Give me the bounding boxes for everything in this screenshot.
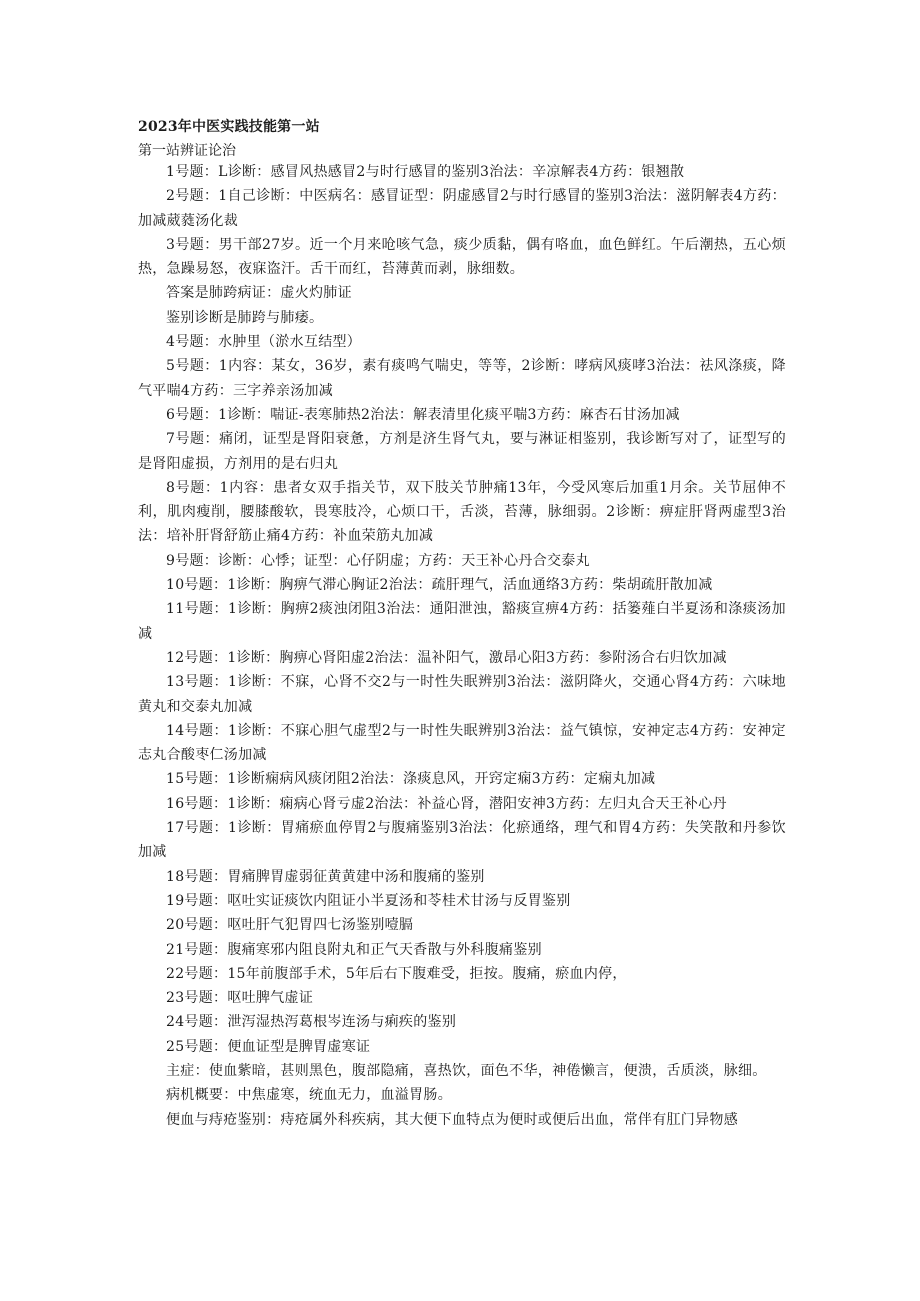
- paragraph: 2号题：1自己诊断：中医病名：感冒证型：阴虚感冒2与时行感冒的鉴别3治法：滋阴解表4方药：加减葳蕤汤化裁: [138, 188, 786, 229]
- paragraph: 13号题：1诊断：不寐，心肾不交2与一时性失眠辨别3治法：滋阴降火，交通心肾4方药：六味地黄丸和交泰丸加减: [138, 674, 786, 715]
- paragraph: 21号题：腹痛寒邪内阻良附丸和正气天香散与外科腹痛鉴别: [166, 941, 542, 958]
- paragraph: 16号题：1诊断：痫病心肾亏虚2治法：补益心肾，潜阳安神3方药：左归丸合天王补心丹: [166, 795, 727, 812]
- section-heading: 第一站辨证论治: [138, 143, 236, 159]
- paragraph: 3号题：男干部27岁。近一个月来呛咳气急，痰少质黏，偶有咯血，血色鲜红。午后潮热，五心烦热，急躁易怒，夜寐盗汗。舌干而红，苔薄黄而剥，脉细数。: [138, 236, 786, 278]
- paragraph: 17号题：1诊断：胃痛瘀血停胃2与腹痛鉴别3治法：化瘀通络，理气和胃4方药：失笑散和丹参饮加减: [138, 820, 786, 861]
- paragraph: 23号题：呕吐脾气虚证: [166, 990, 314, 1007]
- paragraph: 20号题：呕吐肝气犯胃四七汤鉴别噎膈: [166, 917, 414, 934]
- paragraph: 主症：使血紫暗，甚则黑色，腹部隐痛，喜热饮，面色不华，神倦懒言，便溃，舌质淡，脉细。: [166, 1062, 767, 1079]
- paragraph: 9号题：诊断：心悸；证型：心仔阴虚；方药：天王补心丹合交泰丸: [166, 552, 590, 569]
- paragraph: 8号题：1内容：患者女双手指关节，双下肢关节肿痛13年，今受风寒后加重1月余。关节屈伸不利，肌肉瘦削，腰膝酸软，畏寒肢冷，心烦口干，舌淡，苔薄，脉细弱。2诊断：痹症肝肾两虚型3治法：培补肝肾舒筋止痛4方药：补血荣筋丸加减: [138, 479, 786, 545]
- document-title: 2023年中医实践技能第一站: [138, 119, 320, 135]
- document-body: [138, 160, 786, 1132]
- paragraph: 1号题：L诊断：感冒风热感冒2与时行感冒的鉴别3治法：辛凉解表4方药：银翘散: [166, 164, 685, 180]
- paragraph: 24号题：泄泻湿热泻葛根岑连汤与痢疾的鉴别: [166, 1014, 457, 1031]
- paragraph: 便血与痔疮鉴别：痔疮属外科疾病，其大便下血特点为便时或便后出血，常伴有肛门异物感: [166, 1111, 738, 1128]
- paragraph: 10号题：1诊断：胸痹气滞心胸证2治法：疏肝理气，活血通络3方药：柴胡疏肝散加减: [166, 577, 713, 594]
- paragraph: 病机概要：中焦虚寒，统血无力，血溢胃肠。: [166, 1087, 452, 1104]
- paragraph: 6号题：1诊断：喘证-表寒肺热2治法：解表清里化痰平喘3方药：麻杏石甘汤加减: [166, 406, 680, 423]
- paragraph: 鉴别诊断是肺跨与肺痿。: [166, 309, 324, 326]
- paragraph: 15号题：1诊断痫病风痰闭阻2治法：涤痰息风，开窍定痫3方药：定痫丸加减: [166, 771, 656, 788]
- paragraph: 4号题：水肿里（淤水互结型）: [166, 334, 362, 351]
- paragraph: 11号题：1诊断：胸痹2痰浊闭阻3治法：通阳泄浊，豁痰宣痹4方药：括篓薤白半夏汤和涤痰汤加减: [138, 601, 786, 642]
- paragraph: 答案是肺跨病证：虚火灼肺证: [166, 285, 352, 302]
- paragraph: 14号题：1诊断：不寐心胆气虚型2与一时性失眠辨别3治法：益气镇惊，安神定志4方药：安神定志丸合酸枣仁汤加减: [138, 722, 786, 764]
- paragraph: 7号题：痛闭，证型是肾阳衰惫，方剂是济生肾气丸，要与淋证相鉴别，我诊断写对了，证型写的是肾阳虚损，方剂用的是右归丸: [138, 431, 786, 472]
- paragraph: 19号题：呕吐实证痰饮内阻证小半夏汤和苓桂术甘汤与反胃鉴别: [166, 892, 571, 909]
- paragraph: 25号题：便血证型是脾胃虚寒证: [166, 1038, 371, 1055]
- paragraph: 5号题：1内容：某女，36岁，素有痰鸣气喘史，等等，2诊断：哮病风痰哮3治法：祛风涤痰，降气平喘4方药：三字养亲汤加减: [138, 358, 786, 399]
- paragraph: 22号题：15年前腹部手术，5年后右下腹难受，拒按。腹痛，瘀血内停，: [166, 965, 627, 982]
- paragraph: 18号题：胃痛脾胃虚弱征黄黄建中汤和腹痛的鉴别: [166, 868, 485, 885]
- paragraph: 12号题：1诊断：胸痹心肾阳虚2治法：温补阳气，激昂心阳3方药：参附汤合右归饮加减: [166, 649, 727, 666]
